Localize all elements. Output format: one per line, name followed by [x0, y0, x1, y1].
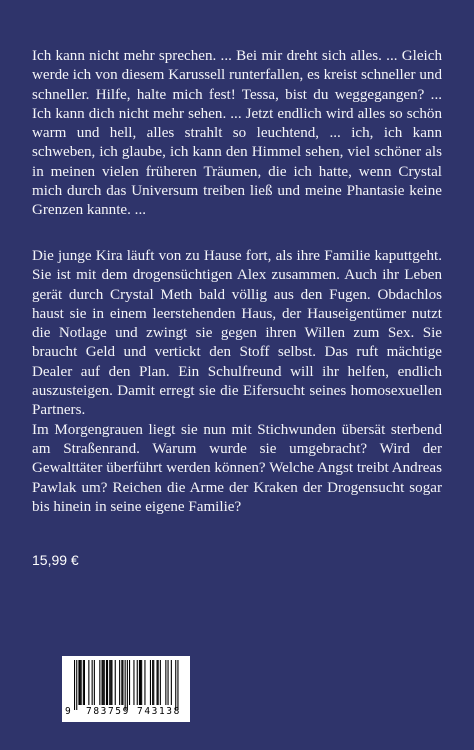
barcode-bar: [76, 660, 77, 710]
barcode-bar: [80, 660, 81, 705]
barcode-bar: [150, 660, 151, 705]
barcode-bars: [62, 656, 190, 712]
barcode-bar: [157, 660, 158, 705]
barcode-bar: [140, 660, 141, 705]
barcode-bar: [107, 660, 108, 705]
barcode-bar: [158, 660, 159, 705]
isbn-digits: [62, 706, 190, 720]
price-label: 15,99 €: [32, 552, 79, 568]
barcode-bar: [137, 660, 138, 705]
barcode-bar: [106, 660, 107, 705]
barcode-bar: [129, 660, 130, 705]
blurb-paragraph-1: Die junge Kira läuft von zu Hause fort, als ihre Familie kaputtgeht. Sie ist mit dem drogensüchtigen Alex zusammen. Auch ihr Leben gerät durch Crystal Meth bald völlig aus den Fugen. Obdachlos haust sie in einem leerstehenden Haus, der Hauseigentümer nutzt die Notlage und zwingt sie gegen ihren Willen zum Sex. Sie braucht Geld und vertickt den Stoff selbst. Das ruft mächtige Dealer auf den Plan. Ein Schulfreund will ihr helfen, endlich auszusteigen. Damit erregt sie die Eifersucht seines homosexuellen Partners.: [32, 248, 442, 419]
barcode-bar: [127, 660, 128, 710]
barcode-bar: [102, 660, 103, 705]
barcode-bar: [144, 660, 145, 705]
barcode-bar: [152, 660, 153, 705]
barcode-bar: [94, 660, 95, 705]
barcode-bar: [115, 660, 116, 705]
barcode-bar: [74, 660, 75, 710]
blurb-text: [32, 247, 442, 517]
barcode-bar: [165, 660, 166, 705]
barcode-bar: [175, 660, 176, 710]
barcode-bar: [139, 660, 140, 705]
barcode-bar: [177, 660, 178, 710]
barcode-bar: [168, 660, 169, 705]
barcode-bar: [83, 660, 84, 705]
isbn-barcode: [62, 656, 190, 722]
blurb-paragraph-2: Im Morgengrauen liegt sie nun mit Stichwunden übersät sterbend am Straßenrand. Warum wurde sie umgebracht? Wird der Gewalttäter überführt werden können? Welche Angst treibt Andreas Pawlak um? Reichen die Arme der Kraken der Drogensucht sogar bis hinein in seine eigene Familie?: [32, 421, 442, 515]
barcode-bar: [99, 660, 100, 705]
barcode-bar: [81, 660, 82, 705]
barcode-bar: [171, 660, 172, 705]
barcode-bar: [92, 660, 93, 705]
barcode-bar: [121, 660, 122, 705]
barcode-bar: [133, 660, 134, 705]
barcode-bar: [84, 660, 85, 705]
barcode-bar: [160, 660, 161, 705]
barcode-bar: [111, 660, 112, 705]
barcode-bar: [153, 660, 154, 705]
isbn-group-1: 783759: [86, 706, 130, 717]
barcode-bar: [78, 660, 79, 705]
barcode-bar: [119, 660, 120, 705]
barcode-bar: [103, 660, 104, 705]
barcode-bar: [141, 660, 142, 705]
isbn-lead-digit: 9: [65, 706, 71, 717]
barcode-bar: [122, 660, 123, 705]
barcode-bar: [125, 660, 126, 710]
excerpt-text: Ich kann nicht mehr sprechen. ... Bei mir dreht sich alles. ... Gleich werde ich von diesem Karussell runterfallen, es kreist schneller und schneller. Hilfe, halte mich fest! Tessa, bist du weggegangen? ... Ich kann dich nicht mehr sehen. ... Jetzt endlich wird alles so schön warm und hell, alles strahlt so leuchtend, ... ich, ich kann schweben, ich glaube, ich kann den Himmel sehen, viel schöner als in meinen vielen früheren Träumen, die ich hatte, wenn Crystal mich durch das Universum treiben ließ und meine Phantasie keine Grenzen kannte. ...: [32, 48, 442, 219]
barcode-bar: [109, 660, 110, 705]
isbn-group-2: 743138: [137, 706, 181, 717]
barcode-bar: [104, 660, 105, 705]
barcode-bar: [110, 660, 111, 705]
barcode-bar: [88, 660, 89, 705]
